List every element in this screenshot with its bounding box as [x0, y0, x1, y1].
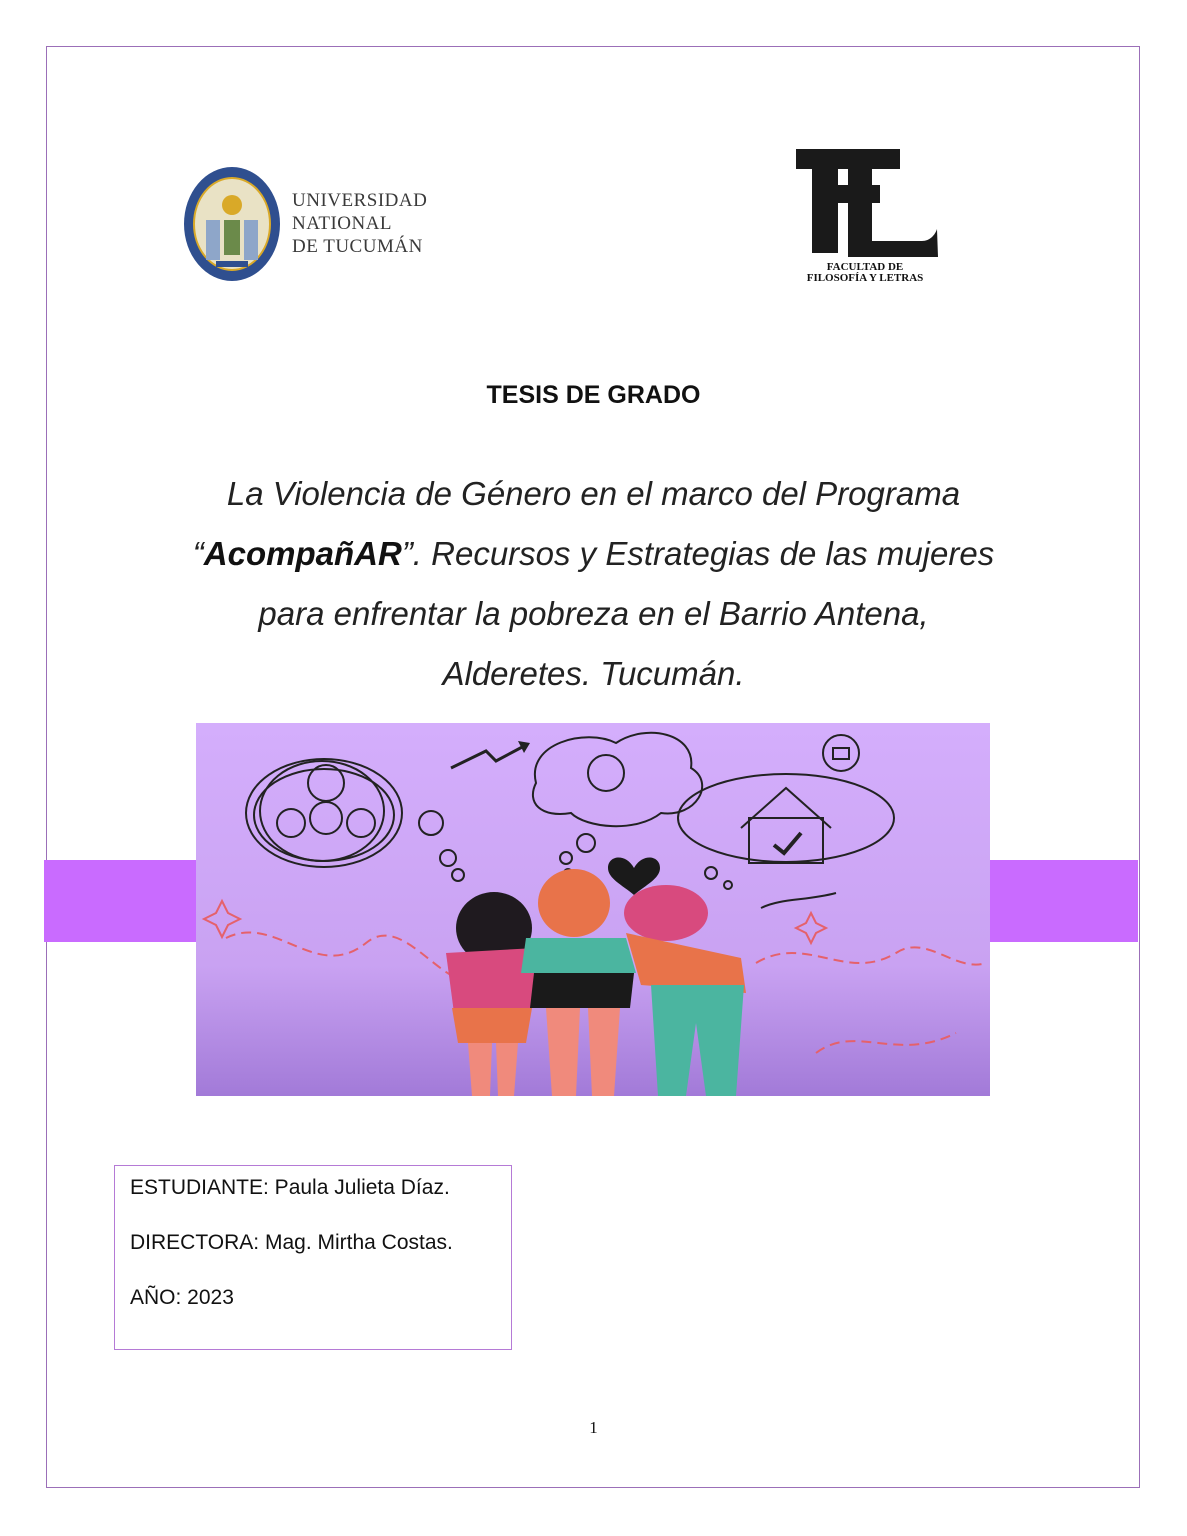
program-name: AcompañAR: [203, 535, 402, 572]
ffyl-logo: [790, 145, 950, 290]
title-line-1: La Violencia de Género en el marco del Programa: [226, 475, 961, 512]
title-line-3: para enfrentar la pobreza en el Barrio Antena,: [258, 595, 929, 632]
ffyl-caption: [790, 262, 940, 284]
unt-line-2: NATIONAL: [292, 213, 393, 234]
director-line: DIRECTORA: Mag. Mirtha Costas.: [130, 1231, 453, 1254]
title-line-2-rest: ”. Recursos y Estrategias de las mujeres: [401, 535, 995, 572]
unt-seal-icon: [182, 165, 282, 283]
ffyl-monogram-icon: [790, 145, 940, 260]
decorative-band-right: [986, 860, 1138, 942]
student-line: ESTUDIANTE: Paula Julieta Díaz.: [130, 1176, 450, 1199]
thesis-heading: TESIS DE GRADO: [486, 381, 701, 409]
unt-line-3: DE TUCUMÁN: [292, 236, 423, 257]
title-open-quote: “: [192, 535, 204, 572]
author-info-box: [114, 1165, 512, 1350]
page-number: 1: [589, 1418, 598, 1437]
cover-illustration: [196, 723, 990, 1096]
title-line-2: [120, 524, 1067, 584]
title-line-4: Alderetes. Tucumán.: [442, 655, 745, 692]
decorative-band-left: [44, 860, 196, 942]
unt-name: [292, 189, 427, 258]
unt-line-1: UNIVERSIDAD: [292, 190, 428, 211]
unt-logo: [182, 165, 462, 285]
year-line: AÑO: 2023: [130, 1286, 234, 1309]
thesis-title: [120, 464, 1067, 704]
ffyl-caption-line-2: FILOSOFÍA Y LETRAS: [806, 272, 924, 284]
ffyl-caption-line-1: FACULTAD DE: [826, 261, 904, 273]
